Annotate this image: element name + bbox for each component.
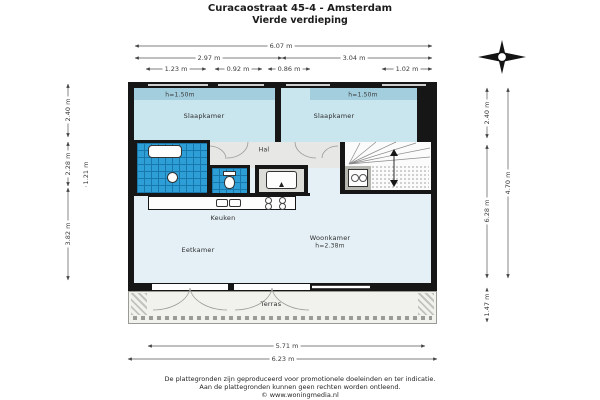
dim-top-total: 6.07 m — [269, 42, 293, 50]
dim-right-1: 2.40 m — [483, 101, 491, 125]
footer-copyright: © www.woningmedia.nl — [261, 391, 339, 399]
dim-right-2: 6.28 m — [483, 199, 491, 223]
living-ceiling-label: h=2.38m — [315, 242, 345, 250]
dim-left-inner: 1.21 m — [82, 161, 90, 185]
bedroom-right-ceiling-label: h=1.50m — [348, 91, 378, 99]
page-title: Curacaostraat 45-4 - Amsterdam — [207, 3, 393, 14]
stairs-treads — [349, 142, 430, 187]
dining-label: Eetkamer — [181, 246, 215, 254]
dim-left-2: 2.28 m — [64, 152, 72, 176]
dim-left-3: 3.82 m — [64, 222, 72, 246]
footer-disclaimer-line1: De plattegronden zijn geproduceerd voor promotionele doeleinden en ter indicatie. — [164, 375, 436, 383]
bedroom-left-ceiling-label: h=1.50m — [165, 91, 195, 99]
dim-right-outer: 4.70 m — [504, 171, 512, 195]
dimension-lines — [68, 46, 508, 359]
dim-top-d4: 1.02 m — [395, 65, 419, 73]
hall-label: Hal — [258, 146, 270, 154]
dim-top-d1: 1.23 m — [164, 65, 188, 73]
dim-left-1: 2.40 m — [64, 98, 72, 122]
dim-top-d3: 0.86 m — [277, 65, 301, 73]
door-arcs — [153, 142, 338, 310]
dim-top-left: 2.97 m — [197, 54, 221, 62]
dim-right-3: 1.47 m — [483, 293, 491, 317]
terrace-label: Terras — [260, 300, 282, 308]
bedroom-left-label: Slaapkamer — [183, 112, 225, 120]
footer-disclaimer-line2: Aan de plattegronden kunnen geen rechten worden ontleend. — [199, 383, 401, 391]
kitchen-label: Keuken — [210, 214, 236, 222]
dim-bottom-inner: 5.71 m — [275, 342, 299, 350]
compass-north-icon — [478, 40, 526, 74]
stairs-direction-arrow — [390, 149, 398, 187]
living-label: Woonkamer — [309, 234, 351, 242]
dim-top-d2: 0.92 m — [226, 65, 250, 73]
dim-top-right: 3.04 m — [342, 54, 366, 62]
bedroom-right-label: Slaapkamer — [313, 112, 355, 120]
page-subtitle: Vierde verdieping — [252, 15, 348, 26]
dim-bottom-outer: 6.23 m — [271, 355, 295, 363]
